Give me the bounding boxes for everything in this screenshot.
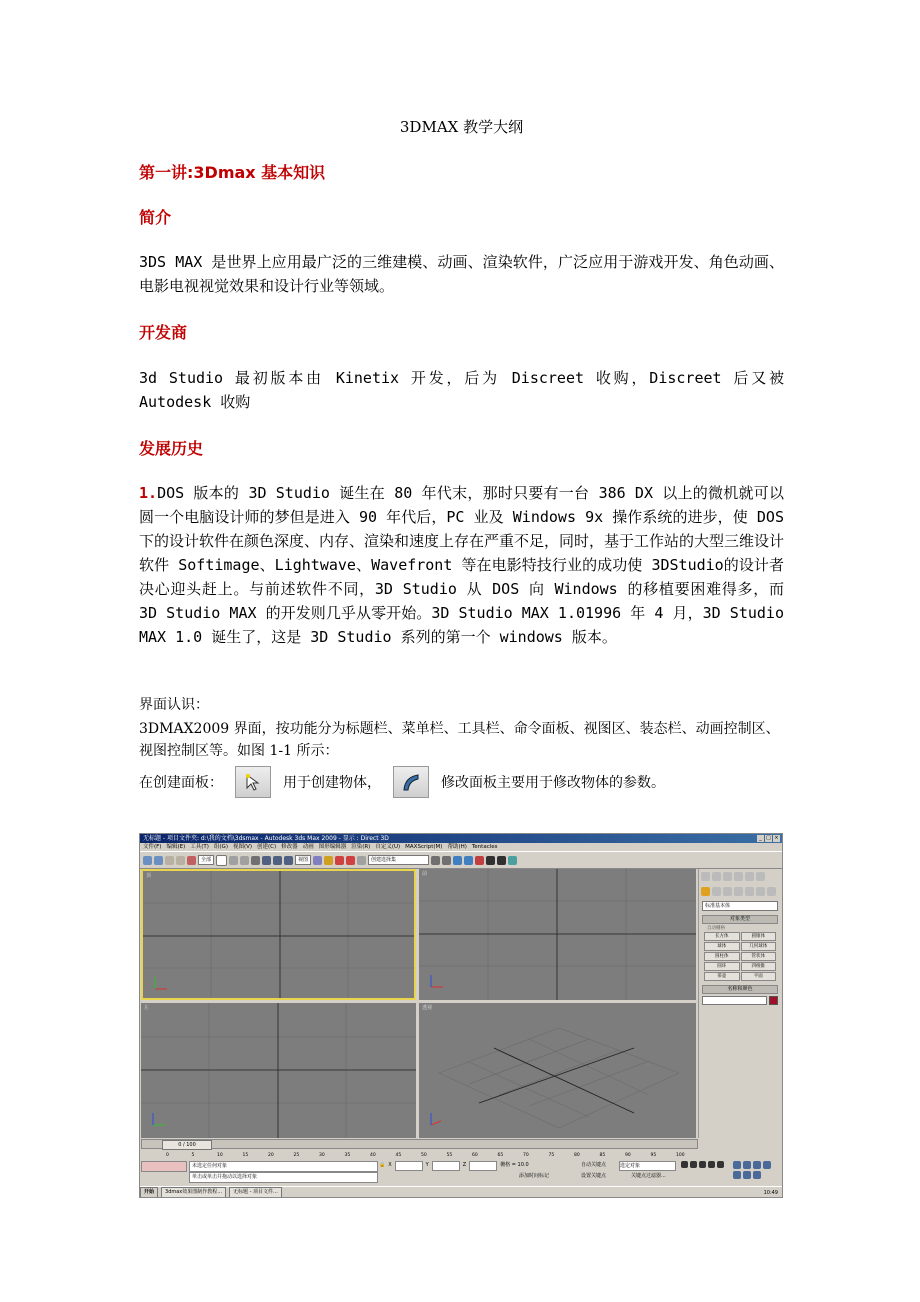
track-bar[interactable] xyxy=(141,1149,696,1159)
command-panel xyxy=(698,869,781,1138)
cameras-icon[interactable] xyxy=(734,887,743,896)
scale-icon[interactable] xyxy=(284,856,293,865)
zoom-icon[interactable] xyxy=(733,1161,741,1169)
maxscript-listener[interactable] xyxy=(141,1161,187,1172)
create-panel-prefix: 在创建面板： xyxy=(139,775,223,791)
ruler-tick-label: 90 xyxy=(625,1153,631,1158)
start-button[interactable]: 开始 xyxy=(140,1187,158,1198)
quick-render-icon[interactable] xyxy=(508,856,517,865)
page-title: 3DMAX 教学大纲 xyxy=(399,118,524,136)
ruler-tick-label: 70 xyxy=(523,1153,529,1158)
object-name-field[interactable] xyxy=(702,996,767,1005)
windows-taskbar xyxy=(140,1186,782,1198)
window-crossing-icon[interactable] xyxy=(251,856,260,865)
pan-icon[interactable] xyxy=(733,1171,741,1179)
ruler-tick-label: 20 xyxy=(268,1153,274,1158)
prev-frame-icon[interactable] xyxy=(690,1161,697,1168)
align-icon[interactable] xyxy=(442,856,451,865)
ruler-tick-label: 85 xyxy=(599,1153,606,1158)
create-tab-icon[interactable] xyxy=(701,872,710,881)
ui-label: 界面认识： xyxy=(139,697,209,713)
mirror-icon[interactable] xyxy=(431,856,440,865)
maximize-viewport-icon[interactable] xyxy=(753,1171,761,1179)
name-color-row xyxy=(702,996,778,1005)
ruler-tick-label: 10 xyxy=(217,1153,223,1158)
taskbar-item-max[interactable]: 无标题 - 项目文件... xyxy=(229,1187,282,1198)
snap-icon[interactable] xyxy=(324,856,333,865)
modify-tab-icon[interactable] xyxy=(712,872,721,881)
object-type-button[interactable]: 长方体 xyxy=(704,932,740,941)
spinner-snap-icon[interactable] xyxy=(357,856,366,865)
autogrid-checkbox[interactable]: 自动栅格 xyxy=(707,926,725,931)
play-icon[interactable] xyxy=(699,1161,706,1168)
object-color-swatch[interactable] xyxy=(769,996,778,1005)
status-line-2: 单击或单击并拖动以选择对象 xyxy=(189,1172,378,1183)
menu-item[interactable]: MAXScript(M) xyxy=(405,844,443,850)
ruler-tick-label: 65 xyxy=(497,1153,504,1158)
object-type-button[interactable]: 四棱锥 xyxy=(741,962,777,971)
viewport-perspective-label: 透视 xyxy=(422,1005,433,1011)
panel-line xyxy=(139,766,665,798)
go-start-icon[interactable] xyxy=(681,1161,688,1168)
max-title-text: 无标题 - 项目文件夹: d:\我的文档\3dsmax - Autodesk 3ds Max 2009 - 显示 : Direct 3D xyxy=(143,835,389,842)
geometry-icon[interactable] xyxy=(701,887,710,896)
helpers-icon[interactable] xyxy=(745,887,754,896)
render-frame-icon[interactable] xyxy=(497,856,506,865)
auto-key-label[interactable]: 自动关键点 xyxy=(581,1162,607,1168)
key-mode-select[interactable]: 选定对象 xyxy=(619,1161,676,1171)
ruler-tick-label: 5 xyxy=(191,1153,195,1158)
history-number: 1. xyxy=(139,484,158,502)
lock-icon[interactable]: 🔒 xyxy=(379,1162,386,1168)
menu-item[interactable]: 帮助(H) xyxy=(447,844,467,850)
object-type-button[interactable]: 圆环 xyxy=(704,962,740,971)
zoom-extents-icon[interactable] xyxy=(753,1161,761,1169)
curve-editor-icon[interactable] xyxy=(464,856,473,865)
menu-item[interactable]: 组(G) xyxy=(213,844,228,850)
menu-item[interactable]: 文件(F) xyxy=(143,844,162,850)
max-titlebar xyxy=(140,834,782,843)
intro-heading: 简介 xyxy=(139,208,172,227)
grid-size: 栅格 = 10.0 xyxy=(500,1162,529,1168)
region-icon[interactable] xyxy=(240,856,249,865)
display-tab-icon[interactable] xyxy=(745,872,754,881)
developer-heading: 开发商 xyxy=(139,323,188,342)
history-heading: 发展历史 xyxy=(139,439,204,458)
close-button[interactable]: × xyxy=(774,835,779,841)
rotate-icon[interactable] xyxy=(273,856,282,865)
set-key-label[interactable]: 设置关键点 xyxy=(581,1173,607,1179)
menu-item[interactable]: 工具(T) xyxy=(190,844,209,850)
add-time-tag[interactable]: 添加时间标记 xyxy=(519,1173,550,1179)
layer-icon[interactable] xyxy=(453,856,462,865)
ruler-tick-label: 55 xyxy=(446,1153,453,1158)
object-type-button[interactable]: 圆柱体 xyxy=(704,952,740,961)
menu-item[interactable]: 编辑(E) xyxy=(166,844,186,850)
ruler-tick-label: 25 xyxy=(293,1153,300,1158)
shapes-icon[interactable] xyxy=(712,887,721,896)
developer-paragraph: 3d Studio 最初版本由 Kinetix 开发，后为 Discreet 收购，Discreet 后又被 Autodesk 收购 xyxy=(139,369,784,411)
perspective-grid-icon xyxy=(419,1003,696,1138)
grid-icon xyxy=(143,871,416,1000)
status-bar xyxy=(141,1161,781,1185)
ruler-tick-label: 30 xyxy=(319,1153,325,1158)
name-color-rollout[interactable]: 名称和颜色 xyxy=(702,985,778,994)
ruler-tick-label: 50 xyxy=(421,1153,427,1158)
object-category-dropdown[interactable]: 标准基本体 xyxy=(702,901,778,911)
time-slider-knob[interactable]: 0 / 100 xyxy=(162,1140,212,1150)
reference-coord[interactable]: 视图 xyxy=(295,855,311,865)
object-type-button[interactable]: 几何球体 xyxy=(741,942,777,951)
viewport-left-label: 左 xyxy=(144,1005,150,1011)
taskbar-clock: 10:49 xyxy=(763,1189,778,1196)
menu-item[interactable]: 图形编辑器 xyxy=(318,844,347,850)
redo-icon[interactable] xyxy=(154,856,163,865)
object-type-button[interactable]: 圆锥体 xyxy=(741,932,777,941)
object-type-rollout[interactable]: 对象类型 xyxy=(702,915,778,924)
viewport-left[interactable] xyxy=(141,1003,416,1138)
ruler-tick-label: 45 xyxy=(395,1153,402,1158)
viewport-front[interactable] xyxy=(419,869,696,1000)
menu-item[interactable]: 创建(C) xyxy=(257,844,277,850)
taskbar-item-tutorial[interactable]: 3dmax效果图制作教程... xyxy=(161,1187,226,1198)
create-panel-mid: 用于创建物体， xyxy=(283,775,381,791)
object-type-button[interactable]: 茶壶 xyxy=(704,972,740,981)
object-buttons xyxy=(704,932,776,981)
percent-snap-icon[interactable] xyxy=(346,856,355,865)
ruler-tick-label: 80 xyxy=(574,1153,580,1158)
viewport-area xyxy=(141,869,696,1138)
object-type-button[interactable]: 平面 xyxy=(741,972,777,981)
viewport-top-label: 顶 xyxy=(146,873,152,879)
ruler-tick-label: 95 xyxy=(650,1153,657,1158)
motion-tab-icon[interactable] xyxy=(734,872,743,881)
select-icon[interactable] xyxy=(216,855,227,866)
time-slider[interactable] xyxy=(141,1139,698,1149)
x-field[interactable] xyxy=(395,1161,423,1171)
ruler-tick-label: 15 xyxy=(242,1153,249,1158)
max-menubar xyxy=(140,843,782,851)
ruler-tick-label: 35 xyxy=(344,1153,351,1158)
y-field[interactable] xyxy=(432,1161,460,1171)
unlink-icon[interactable] xyxy=(176,856,185,865)
menu-item[interactable]: 视图(V) xyxy=(232,844,253,850)
fov-icon[interactable] xyxy=(763,1161,771,1169)
utilities-tab-icon[interactable] xyxy=(756,872,765,881)
orbit-icon[interactable] xyxy=(743,1171,751,1179)
viewport-front-label: 前 xyxy=(422,871,428,877)
undo-icon[interactable] xyxy=(143,856,152,865)
viewport-top[interactable] xyxy=(141,869,416,1000)
create-categories xyxy=(699,884,781,899)
move-icon[interactable] xyxy=(262,856,271,865)
minimize-button[interactable]: _ xyxy=(757,835,764,842)
playback-controls xyxy=(681,1161,724,1168)
link-icon[interactable] xyxy=(165,856,174,865)
zoom-all-icon[interactable] xyxy=(743,1161,751,1169)
hierarchy-tab-icon[interactable] xyxy=(723,872,732,881)
lecture-heading: 第一讲:3Dmax 基本知识 xyxy=(139,163,326,182)
modify-panel-bend-icon xyxy=(393,766,429,798)
viewport-nav-controls xyxy=(733,1161,779,1179)
menu-item[interactable]: 动画 xyxy=(302,844,314,850)
ruler-tick-label: 100 xyxy=(676,1153,685,1158)
named-selection[interactable]: 创建选择集 xyxy=(368,855,429,865)
grid-icon xyxy=(141,1003,416,1138)
history-paragraph xyxy=(139,481,784,649)
spacewarps-icon[interactable] xyxy=(756,887,765,896)
pivot-icon[interactable] xyxy=(313,856,322,865)
material-editor-icon[interactable] xyxy=(475,856,484,865)
object-type-button[interactable]: 球体 xyxy=(704,942,740,951)
coord-fields: 🔒 X Y Z 栅格 = 10.0 xyxy=(379,1161,529,1171)
max-screenshot xyxy=(139,833,783,1198)
key-filters-button[interactable]: 关键点过滤器... xyxy=(631,1173,666,1179)
window-controls xyxy=(757,835,780,842)
ruler-tick-label: 40 xyxy=(370,1153,376,1158)
status-line-1: 未选定任何对象 xyxy=(189,1161,378,1172)
systems-icon[interactable] xyxy=(767,887,776,896)
z-field[interactable] xyxy=(469,1161,497,1171)
lights-icon[interactable] xyxy=(723,887,732,896)
selection-filter[interactable]: 全部 xyxy=(198,855,214,865)
go-end-icon[interactable] xyxy=(717,1161,724,1168)
grid-icon xyxy=(419,869,696,1000)
menu-item[interactable]: 渲染(R) xyxy=(351,844,371,850)
create-panel-cursor-icon xyxy=(235,766,271,798)
menu-item[interactable]: 修改器 xyxy=(281,844,298,850)
max-main-toolbar xyxy=(140,851,782,869)
ruler-tick-label: 75 xyxy=(548,1153,555,1158)
select-by-name-icon[interactable] xyxy=(229,856,238,865)
history-text: DOS 版本的 3D Studio 诞生在 80 年代末，那时只要有一台 386 DX 以上的微机就可以圆一个电脑设计师的梦但是进入 90 年代后，PC 业及 Windows 9x 操作系统的进步，使 DOS下的设计软件在颜色深度、内存、渲染和速度上存在严重不足，同时，基于工作站的大型三维设计软件 Softimage、Lightwave、Wavefront 等在电影特技行业的成功使 3DStudio的设计者决心迎头赶上。与前述软件不同，3D Studio 从 DOS 向 Windows 的移植要困难得多，而 3D Studio MAX 的开发则几乎从零开始。3D Studio MAX 1.01996 年 4 月，3D Studio MAX 1.0 诞生了，这是 3D Studio 系列的第一个 windows 版本。 xyxy=(139,484,785,646)
menu-item[interactable]: Tentacles xyxy=(471,844,498,850)
ui-paragraph: 3DMAX2009 界面，按功能分为标题栏、菜单栏、工具栏、命令面板、视图区、装态栏、动画控制区、视图控制区等。如图 1-1 所示： xyxy=(139,721,780,759)
object-type-button[interactable]: 管状体 xyxy=(741,952,777,961)
command-tabs xyxy=(699,869,781,884)
intro-paragraph: 3DS MAX 是世界上应用最广泛的三维建模、动画、渲染软件，广泛应用于游戏开发、角色动画、电影电视视觉效果和设计行业等领域。 xyxy=(139,253,784,295)
ruler-tick-label: 0 xyxy=(166,1153,169,1158)
viewport-perspective[interactable] xyxy=(419,1003,696,1138)
menu-item[interactable]: 自定义(U) xyxy=(375,844,401,850)
next-frame-icon[interactable] xyxy=(708,1161,715,1168)
maximize-button[interactable]: □ xyxy=(766,835,771,841)
angle-snap-icon[interactable] xyxy=(335,856,344,865)
bind-icon[interactable] xyxy=(187,856,196,865)
modify-panel-text: 修改面板主要用于修改物体的参数。 xyxy=(441,775,665,791)
render-setup-icon[interactable] xyxy=(486,856,495,865)
ruler-tick-label: 60 xyxy=(472,1153,478,1158)
